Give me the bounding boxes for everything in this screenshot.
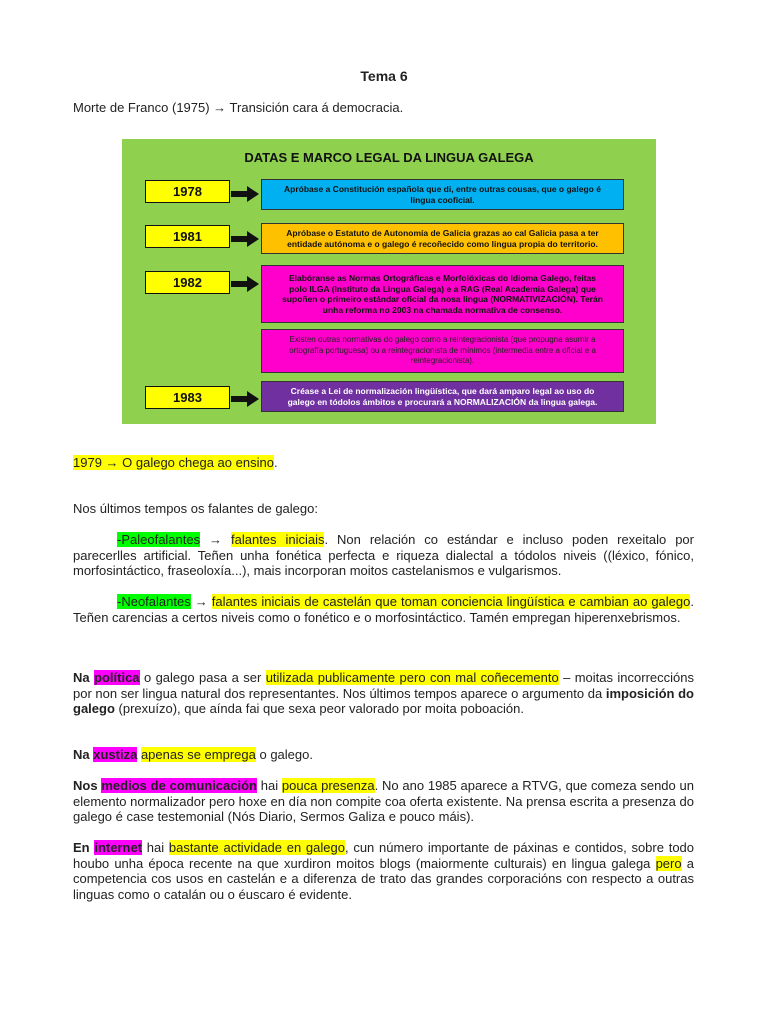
text: hai (142, 840, 169, 855)
year-label-1983: 1983 (145, 386, 230, 409)
note-text-line: ortografía portuguesa) ou a reintegracionista de mínimos (intermedia entre a oficial e a (289, 345, 596, 355)
paragraph-paleofalantes (73, 532, 694, 579)
text: – moitas incorreccións por non ser lingua natural dos representantes. Nos últimos tempos aparece o argumento da (73, 670, 695, 701)
arrow-right-icon (231, 276, 259, 292)
definition-highlight: falantes iniciais (231, 532, 325, 547)
note-text-line: reintegracionista). (410, 356, 475, 366)
text: o galego pasa a ser (139, 670, 266, 685)
term-highlight: -Paleofalantes (117, 532, 201, 547)
definition-highlight: falantes iniciais de castelán que toman conciencia lingüística e cambian ao galego (211, 594, 691, 609)
text: . No ano 1985 aparece a RTVG, que comeza sendo un elemento normalizador pero hoxe en día non compite coa oferta existente. Na prensa escrita a presenza do galego é case testemonial (Nós Diario, Sermos Galiza e pouco máis). (73, 778, 694, 824)
highlight: pouca presenza (281, 778, 375, 793)
paragraph-internet (73, 840, 694, 902)
topic-highlight: internet (94, 840, 143, 855)
event-text-line: unha reforma no 2003 na chamada normativa de consenso. (322, 304, 563, 315)
text: , cun número importante de páxinas e contidos, sobre todo houbo unha época recente na que xurdiron moitos blogs (maiormente culturais) en lingua galega (73, 840, 695, 871)
highlight: 1979 → O galego chega ao ensino (73, 455, 274, 470)
bold-text: imposición do galego (73, 685, 694, 716)
text: Na (73, 747, 94, 762)
event-text-line: Créase a Lei de normalización lingüística, que dará amparo legal ao uso do (290, 386, 595, 396)
text: Na (73, 670, 95, 685)
event-text-line: galego en tódolos ámbitos e procurará a NORMALIZACIÓN da lingua galega. (287, 396, 598, 407)
event-box-1982 (261, 265, 624, 323)
intro-line: Morte de Franco (1975) → Transición cara á democracia. (73, 100, 404, 115)
text: hai (257, 778, 282, 793)
text: → (200, 532, 231, 547)
paragraph-1979 (73, 455, 694, 471)
year-label-1978: 1978 (145, 180, 230, 203)
text: . (273, 455, 278, 470)
event-box-1983 (261, 381, 624, 412)
page-title: Tema 6 (360, 68, 408, 84)
event-text-line: lingua cooficial. (410, 194, 475, 205)
highlight: apenas se emprega (140, 747, 256, 762)
event-text-line: supoñen o primeiro estándar oficial da nosa lingua (NORMATIVIZACIÓN). Terán (282, 294, 603, 304)
topic-highlight: política (94, 670, 140, 685)
highlight: pero (655, 855, 682, 871)
topic-highlight: xustiza (93, 747, 138, 762)
arrow-right-icon (231, 231, 259, 247)
topic-highlight: medios de comunicación (101, 778, 257, 793)
event-text-line: Elabóranse as Normas Ortográficas e Morfolóxicas do Idioma Galego, feitas (288, 273, 597, 283)
infographic-title: DATAS E MARCO LEGAL DA LINGUA GALEGA (244, 150, 534, 165)
event-text-line: entidade autónoma e o galego é recoñecido como lingua propia do territorio. (287, 238, 598, 249)
text: . Non relación co estándar e incluso poden rexeitalo por parecerlles artificial. Teñen unha fonética perfecta e riqueza dialectal a tódolos niveis ((léxico, fónico, morfosintáctico, fraseoloxía...), mais incorporan moitos castelanismos e vulgarismos. (73, 532, 694, 578)
text: o galego. (255, 747, 313, 762)
event-text-line: polo ILGA (Instituto da Lingua Galega) e a RAG (Real Academia Galega) que (289, 283, 596, 294)
event-text-line: Apróbase a Constitución española que di, entre outras cousas, que o galego é (284, 184, 601, 194)
event-text-line: Apróbase o Estatuto de Autonomía de Galicia grazas ao cal Galicia pasa a ter (286, 228, 599, 238)
event-box-1978 (261, 179, 624, 210)
text: (prexuízo), que aínda fai que sexa peor valorado por moita poboación. (114, 701, 524, 716)
text: → (190, 594, 212, 609)
legal-timeline-infographic (122, 139, 656, 424)
paragraph-neofalantes (73, 594, 694, 625)
term-highlight: -Neofalantes (117, 594, 191, 609)
text: a competencia cos usos en castelán e a diferenza de trato das grandes corporacións con respecto a outras linguas como o catalán ou o éuscaro é evidente. (73, 855, 695, 902)
highlight: utilizada publicamente pero con mal coñecemento (265, 670, 559, 685)
note-text-line: Existen outras normativas do galego como a reintegracionista (que propugna asumir a (289, 335, 596, 345)
year-label-1981: 1981 (145, 225, 230, 248)
text: En (73, 840, 95, 855)
year-label-1982: 1982 (145, 271, 230, 294)
text: Nos (73, 778, 102, 793)
arrow-right-icon (231, 391, 259, 407)
paragraph-speakers-intro: Nos últimos tempos os falantes de galego: (73, 501, 318, 516)
text: . Teñen carencias a certos niveis como o fonético e o morfosintáctico. Tamén empregan hiperenxebrismos. (73, 594, 694, 625)
normative-note-box (261, 329, 624, 373)
paragraph-xustiza (73, 747, 694, 763)
paragraph-medios (73, 778, 694, 825)
highlight: bastante actividade en galego (168, 840, 345, 855)
event-box-1981 (261, 223, 624, 254)
paragraph-politica (73, 670, 694, 717)
arrow-right-icon (231, 186, 259, 202)
